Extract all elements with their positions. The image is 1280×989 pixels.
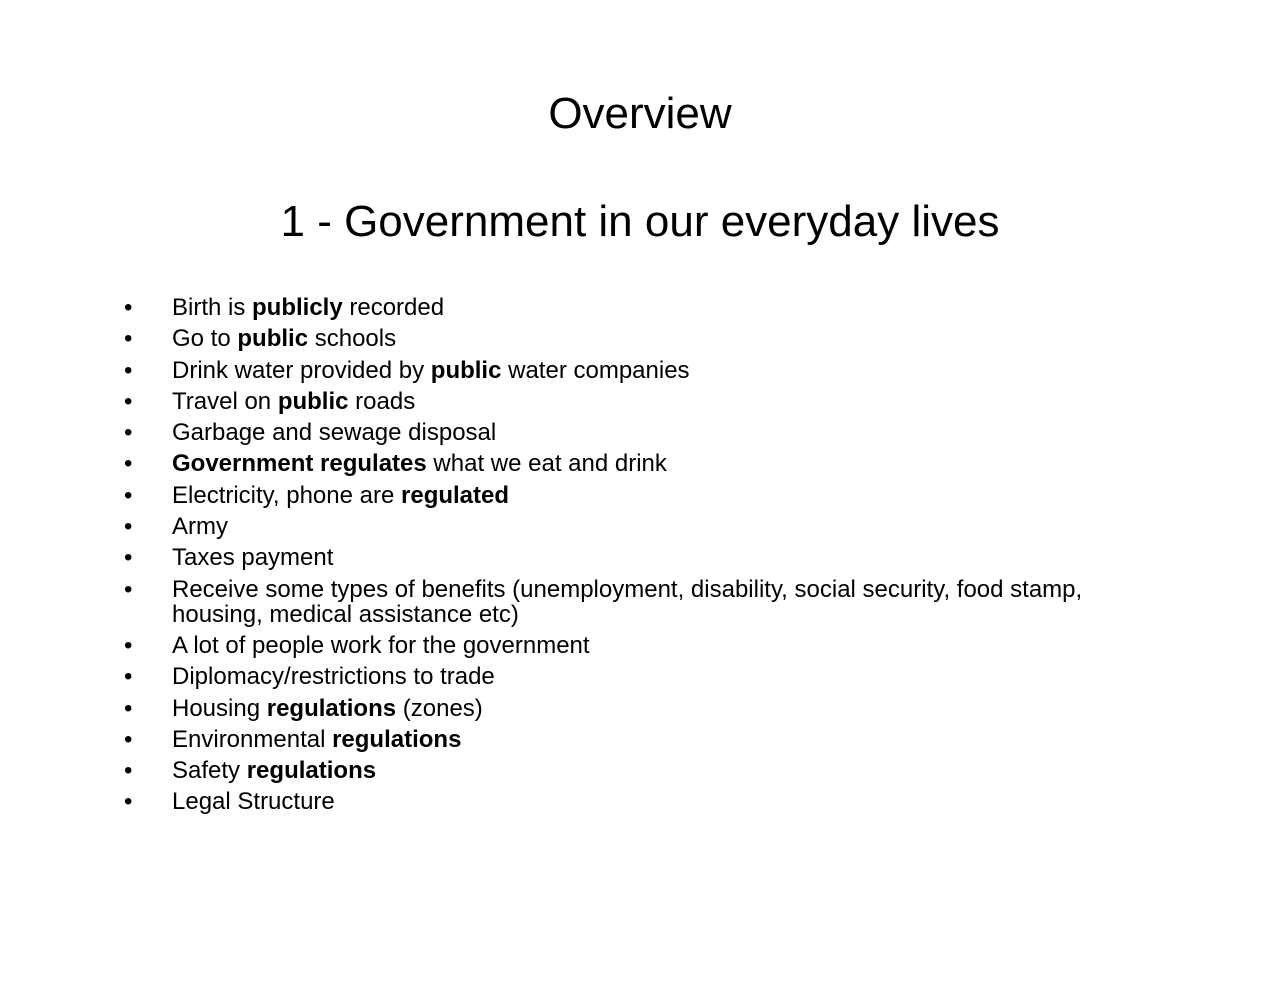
bullet-icon: • (124, 450, 133, 478)
bullet-icon: • (124, 631, 133, 659)
bold-text: public (277, 387, 349, 415)
list-item (124, 451, 1084, 476)
bold-text: publicly (252, 294, 343, 321)
item-text: recorded (342, 294, 445, 321)
list-item (124, 514, 1084, 539)
list-item (124, 389, 1084, 414)
item-text: Drink water provided by (172, 356, 431, 384)
item-text: Birth is (172, 294, 253, 321)
bold-text: regulated (401, 481, 510, 509)
item-text: Legal Structure (172, 788, 335, 816)
bold-text: regulations (266, 694, 397, 722)
item-text: roads (348, 387, 416, 415)
item-text: Travel on (172, 387, 278, 415)
item-text: Safety (172, 757, 247, 785)
item-text: schools (308, 325, 397, 353)
list-item (124, 727, 1084, 752)
list-item (124, 577, 1084, 627)
bold-text: public (237, 325, 309, 353)
list-item (124, 358, 1084, 383)
bullet-icon: • (124, 481, 133, 509)
item-text: (zones) (396, 694, 483, 722)
bullet-icon: • (124, 575, 133, 603)
bullet-icon: • (124, 325, 133, 353)
list-item (124, 789, 1084, 814)
bold-text: Government regulates (172, 450, 427, 478)
bullet-list (124, 295, 1084, 821)
slide-title: Overview (548, 89, 732, 138)
list-item (124, 664, 1084, 689)
list-item (124, 758, 1084, 783)
bullet-icon: • (124, 725, 133, 753)
bullet-icon: • (124, 788, 133, 816)
item-text: water companies (501, 356, 690, 384)
list-item (124, 295, 1084, 320)
item-text: Taxes payment (172, 544, 334, 572)
item-text: Garbage and sewage disposal (172, 419, 497, 447)
bullet-icon: • (124, 513, 133, 541)
list-item (124, 545, 1084, 570)
item-text: Electricity, phone are (172, 481, 401, 509)
item-text: Housing (172, 694, 267, 722)
item-text: Receive some types of benefits (unemployment, disability, social security, food stamp, housing, medical assistance etc) (172, 575, 1083, 628)
item-text: Army (172, 513, 228, 541)
bullet-icon: • (124, 544, 133, 572)
bullet-icon: • (124, 294, 133, 321)
bullet-icon: • (124, 757, 133, 785)
list-item (124, 696, 1084, 721)
list-item (124, 633, 1084, 658)
list-item (124, 326, 1084, 351)
item-text: what we eat and drink (426, 450, 667, 478)
bullet-icon: • (124, 356, 133, 384)
bullet-icon: • (124, 663, 133, 691)
bold-text: public (430, 356, 502, 384)
slide-subtitle: 1 - Government in our everyday lives (280, 197, 1000, 246)
bullet-icon: • (124, 694, 133, 722)
list-item (124, 483, 1084, 508)
item-text: Diplomacy/restrictions to trade (172, 663, 495, 691)
item-text: Environmental (172, 725, 333, 753)
bold-text: regulations (332, 725, 462, 753)
list-item (124, 420, 1084, 445)
item-text: Go to (172, 325, 238, 353)
item-text: A lot of people work for the government (172, 631, 590, 659)
bullet-icon: • (124, 387, 133, 415)
bold-text: regulations (246, 757, 377, 785)
bullet-icon: • (124, 419, 133, 447)
